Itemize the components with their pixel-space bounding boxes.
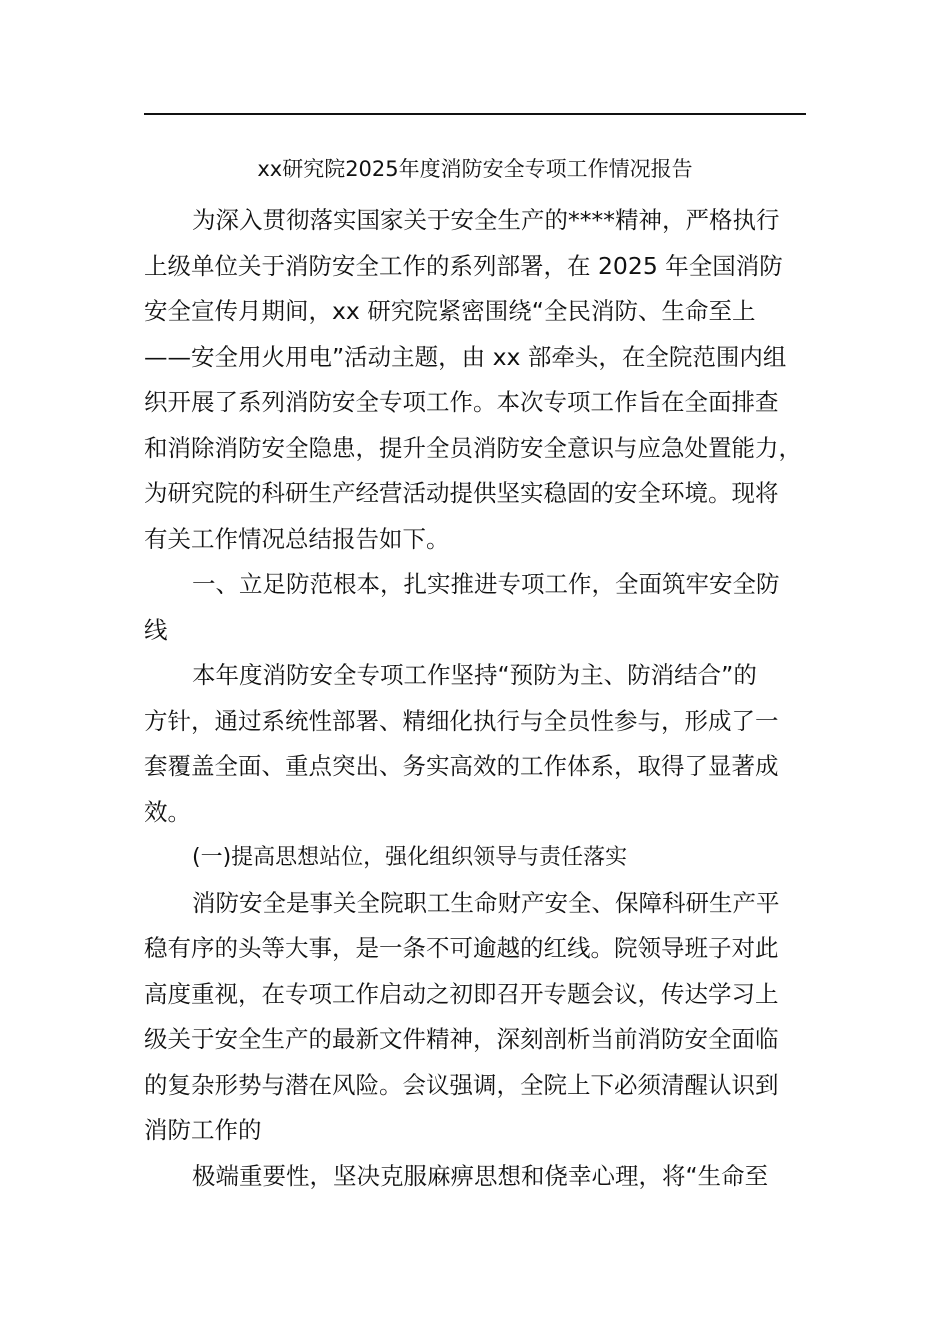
document-body	[144, 198, 806, 1199]
header-rule	[144, 113, 806, 115]
paragraph-line: 为深入贯彻落实国家关于安全生产的****精神，严格执行	[192, 206, 780, 234]
paragraph-line: 和消除消防安全隐患，提升全员消防安全意识与应急处置能力，	[144, 433, 802, 462]
paragraph-line: 效。	[144, 797, 191, 826]
paragraph-line: 消防工作的	[144, 1116, 262, 1144]
paragraph-line: 本年度消防安全专项工作坚持“预防为主、防消结合”的	[192, 661, 757, 689]
paragraph-line: ——安全用火用电”活动主题，由 xx 部牵头，在全院范围内组	[144, 342, 787, 371]
section-heading-line: 一、立足防范根本，扎实推进专项工作，全面筑牢安全防	[192, 570, 780, 598]
document-title: xx研究院2025年度消防安全专项工作情况报告	[257, 157, 693, 181]
paragraph-line: 有关工作情况总结报告如下。	[144, 524, 450, 553]
paragraph-line: 稳有序的头等大事，是一条不可逾越的红线。院领导班子对此	[144, 934, 779, 962]
paragraph-line: 极端重要性，坚决克服麻痹思想和侥幸心理，将“生命至	[192, 1161, 769, 1190]
paragraph-line: 的复杂形势与潜在风险。会议强调，全院上下必须清醒认识到	[144, 1070, 779, 1099]
paragraph-line: 套覆盖全面、重点突出、务实高效的工作体系，取得了显著成	[144, 752, 779, 780]
paragraph-line: 为研究院的科研生产经营活动提供坚实稳固的安全环境。现将	[144, 479, 779, 507]
paragraph-line: 上级单位关于消防安全工作的系列部署，在 2025 年全国消防	[144, 251, 783, 280]
subsection-heading-line: (一)提高思想站位，强化组织领导与责任落实	[192, 845, 628, 870]
paragraph-line: 高度重视，在专项工作启动之初即召开专题会议，传达学习上	[144, 979, 779, 1008]
section-heading-line: 线	[144, 615, 168, 644]
paragraph-line: 安全宣传月期间，xx 研究院紧密围绕“全民消防、生命至上	[144, 297, 756, 325]
paragraph-line: 消防安全是事关全院职工生命财产安全、保障科研生产平	[192, 888, 780, 917]
paragraph-line: 织开展了系列消防安全专项工作。本次专项工作旨在全面排查	[144, 388, 779, 416]
paragraph-line: 级关于安全生产的最新文件精神，深刻剖析当前消防安全面临	[144, 1025, 779, 1053]
paragraph-line: 方针，通过系统性部署、精细化执行与全员性参与，形成了一	[144, 706, 779, 735]
